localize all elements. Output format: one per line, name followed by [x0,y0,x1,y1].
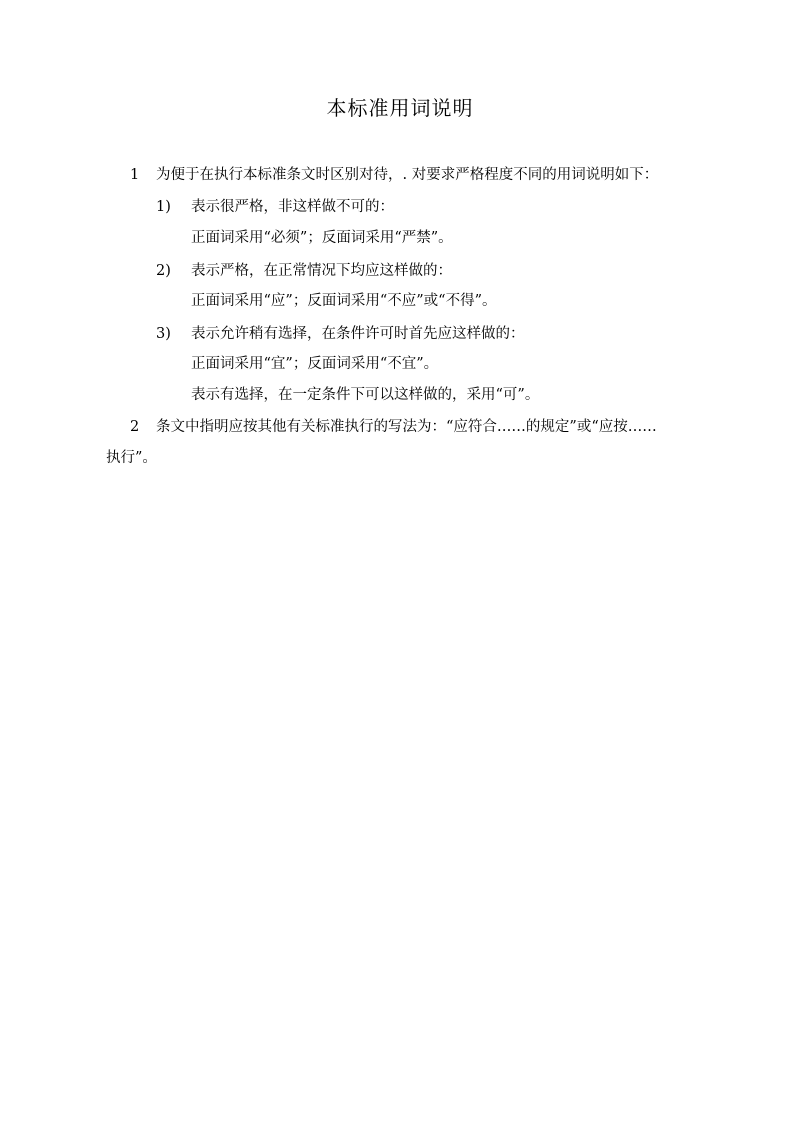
item-2-text-line2: 执行”。 [106,450,157,466]
subitem-1-text: 表示很严格，非这样做不可的： [191,199,394,215]
item-1-extra: 表示有选择，在一定条件下可以这样做的，采用“可”。 [191,387,540,403]
page-title: 本标准用词说明 [326,96,474,120]
subitem-2-text: 表示严格，在正常情况下均应这样做的： [191,263,452,279]
subitem-3-detail: 正面词采用“宜”；反面词采用“不宜”。 [191,356,439,372]
item-2-number: 2 [130,419,140,435]
subitem-3-number: 3) [156,326,171,342]
subitem-1-detail: 正面词采用“必须”；反面词采用“严禁”。 [191,230,453,246]
subitem-2-number: 2) [156,263,171,279]
subitem-3-text: 表示允许稍有选择，在条件许可时首先应这样做的： [191,326,525,342]
subitem-1-number: 1) [156,199,171,215]
subitem-2-detail: 正面词采用“应”；反面词采用“不应”或“不得”。 [191,293,497,309]
item-1-text: 为便于在执行本标准条文时区别对待，. 对要求严格程度不同的用词说明如下： [156,167,659,183]
item-1-number: 1 [130,167,140,183]
item-2-text-line1: 条文中指明应按其他有关标准执行的写法为：“应符合……的规定”或“应按…… [156,419,657,435]
